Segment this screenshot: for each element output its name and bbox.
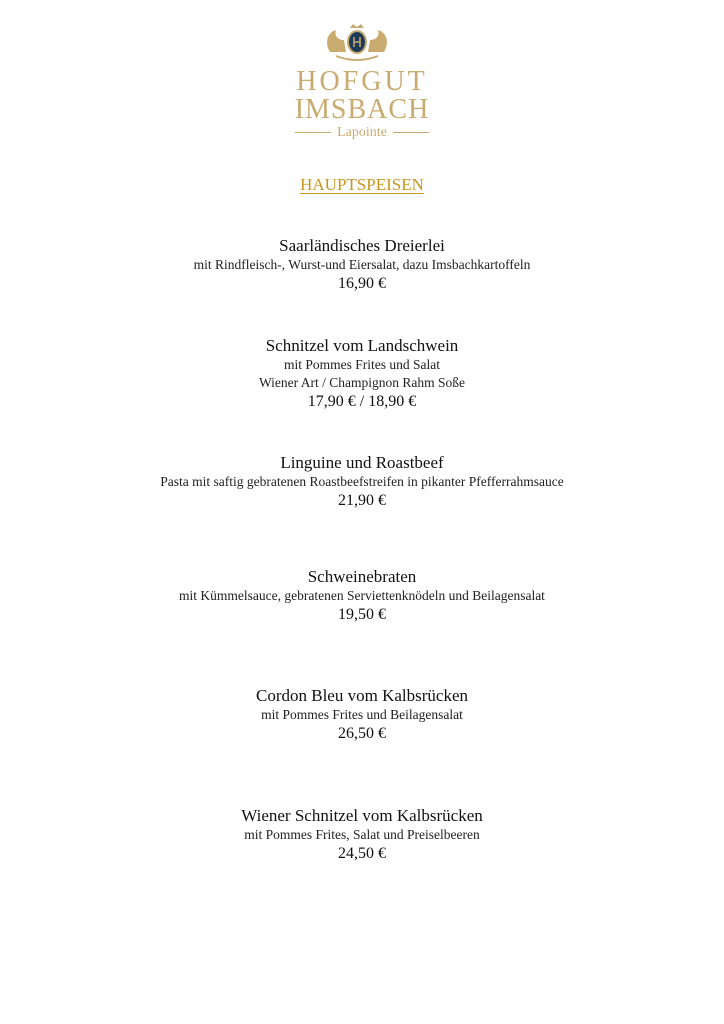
item-title: Schweinebraten bbox=[307, 567, 417, 586]
menu-item bbox=[0, 336, 724, 412]
item-title: Linguine und Roastbeef bbox=[280, 453, 444, 472]
menu-item bbox=[0, 806, 724, 864]
logo-text-lapointe bbox=[0, 125, 724, 141]
item-price: 24,50 € bbox=[338, 845, 386, 862]
section-title: HAUPTSPEISEN bbox=[300, 175, 424, 194]
logo-text-hofgut: HOFGUT bbox=[296, 66, 428, 97]
item-title: Wiener Schnitzel vom Kalbsrücken bbox=[241, 806, 483, 825]
item-title: Cordon Bleu vom Kalbsrücken bbox=[256, 686, 468, 705]
item-price: 16,90 € bbox=[338, 275, 386, 292]
menu-item bbox=[0, 686, 724, 744]
item-description: Wiener Art / Champignon Rahm Soße bbox=[258, 375, 466, 390]
lapointe-label: Lapointe bbox=[337, 125, 387, 140]
item-description: Pasta mit saftig gebratenen Roastbeefstreifen in pikanter Pfefferrahmsauce bbox=[160, 474, 564, 489]
item-description: mit Pommes Frites und Beilagensalat bbox=[261, 707, 463, 722]
menu-item bbox=[0, 236, 724, 294]
item-description: mit Pommes Frites, Salat und Preiselbeeren bbox=[244, 827, 480, 842]
item-title: Schnitzel vom Landschwein bbox=[265, 336, 459, 355]
item-description: mit Rindfleisch-, Wurst-und Eiersalat, dazu Imsbachkartoffeln bbox=[193, 257, 531, 272]
item-price: 21,90 € bbox=[338, 492, 386, 509]
item-price: 26,50 € bbox=[338, 725, 386, 742]
menu-item bbox=[0, 567, 724, 625]
item-description: mit Kümmelsauce, gebratenen Serviettenknödeln und Beilagensalat bbox=[179, 588, 545, 603]
item-description: mit Pommes Frites und Salat bbox=[283, 357, 440, 372]
item-price: 17,90 € / 18,90 € bbox=[307, 393, 417, 410]
logo-text-imsbach: IMSBACH bbox=[294, 94, 430, 125]
item-title: Saarländisches Dreierlei bbox=[279, 236, 445, 255]
menu-item bbox=[0, 453, 724, 511]
crest-logo-icon bbox=[322, 22, 392, 66]
item-price: 19,50 € bbox=[338, 606, 386, 623]
